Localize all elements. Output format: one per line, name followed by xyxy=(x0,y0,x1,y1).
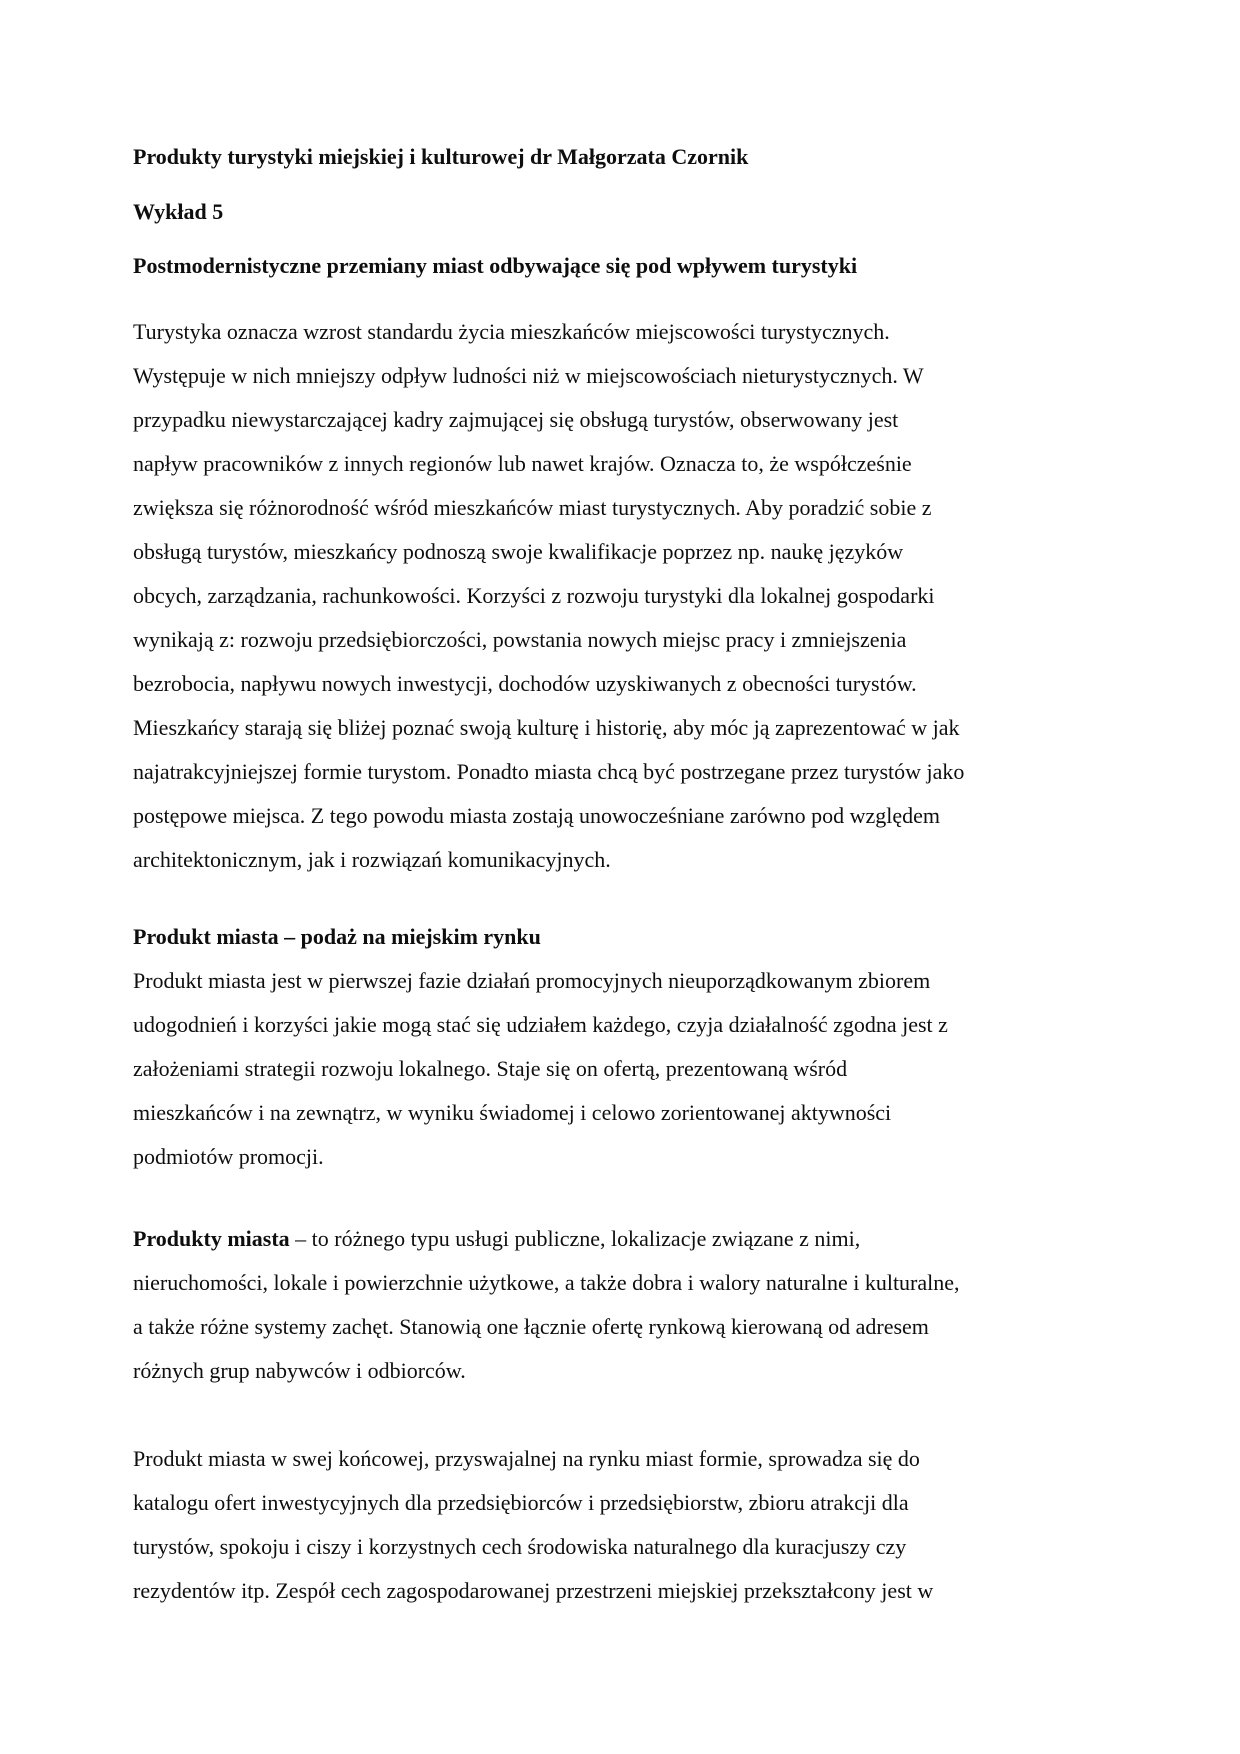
paragraph-tourism-effects: Turystyka oznacza wzrost standardu życia mieszkańców miejscowości turystycznych. Występuje w nich mniejszy odpływ ludności niż w miejscowościach nieturystycznych. W przypadku niewystarczającej kadry zajmującej się obsługą turystów, obserwowany jest napływ pracowników z innych regionów lub nawet krajów. Oznacza to, że współcześnie zwiększa się różnorodność wśród mieszkańców miast turystycznych. Aby poradzić sobie z obsługą turystów, mieszkańcy podnoszą swoje kwalifikacje poprzez np. naukę języków obcych, zarządzania, rachunkowości. Korzyści z rozwoju turystyki dla lokalnej gospodarki wynikają z: rozwoju przedsiębiorczości, powstania nowych miejsc pracy i zmniejszenia bezrobocia, napływu nowych inwestycji, dochodów uzyskiwanych z obecności turystów. Mieszkańcy starają się bliżej poznać swoją kulturę i historię, aby móc ją zaprezentować w jak najatrakcyjniejszej formie turystom. Ponadto miasta chcą być postrzegane przez turystów jako postępowe miejsca. Z tego powodu miasta zostają unowocześniane zarówno pod względem architektonicznym, jak i rozwiązań komunikacyjnych. xyxy=(133,319,965,872)
paragraph-produkty-miasta xyxy=(133,1217,1125,1393)
paragraph-produkt-miasta-podaz: Produkt miasta jest w pierwszej fazie działań promocyjnych nieuporządkowanym zbiorem udogodnień i korzyści jakie mogą stać się udziałem każdego, czyja działalność zgodna jest z założeniami strategii rozwoju lokalnego. Staje się on ofertą, prezentowaną wśród mieszkańców i na zewnątrz, w wyniku świadomej i celowo zorientowanej aktywności podmiotów promocji. xyxy=(133,968,948,1169)
paragraph-produkt-final: Produkt miasta w swej końcowej, przyswajalnej na rynku miast formie, sprowadza się do katalogu ofert inwestycyjnych dla przedsiębiorców i przedsiębiorstw, zbioru atrakcji dla turystów, spokoju i ciszy i korzystnych cech środowiska naturalnego dla kuracjuszy czy rezydentów itp. Zespół cech zagospodarowanej przestrzeni miejskiej przekształcony jest w xyxy=(133,1446,934,1603)
main-heading: Postmodernistyczne przemiany miast odbywające się pod wpływem turystyki xyxy=(133,253,858,278)
lecture-number: Wykład 5 xyxy=(133,199,224,224)
section-heading-produkt-miasta: Produkt miasta – podaż na miejskim rynku xyxy=(133,924,541,949)
produkty-miasta-lead: Produkty miasta xyxy=(133,1226,290,1251)
document-title: Produkty turystyki miejskiej i kulturowej dr Małgorzata Czornik xyxy=(133,144,749,169)
produkty-miasta-first-line xyxy=(133,1217,1125,1261)
produkty-miasta-lines: nieruchomości, lokale i powierzchnie użytkowe, a także dobra i walory naturalne i kulturalne, a także różne systemy zachęt. Stanowią one łącznie ofertę rynkową kierowaną od adresem różnych grup nabywców i odbiorców. xyxy=(133,1270,960,1383)
produkty-miasta-lead-rest: – to różnego typu usługi publiczne, lokalizacje związane z nimi, xyxy=(289,1226,861,1251)
